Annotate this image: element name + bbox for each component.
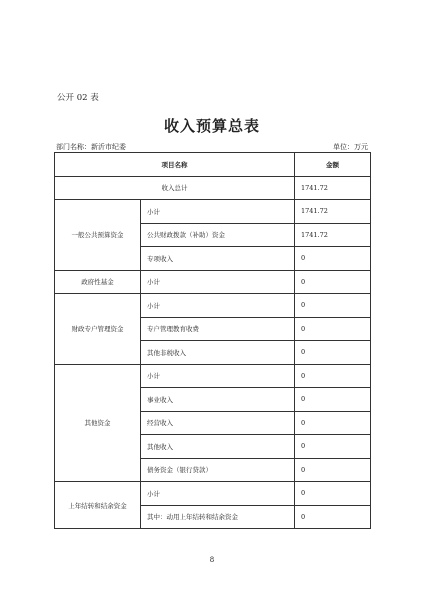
form-number: 公开 02 表 — [57, 93, 99, 103]
item-cell: 其他非税收入 — [141, 341, 295, 365]
amount-cell: 0 — [295, 388, 371, 412]
item-cell: 小计 — [141, 200, 295, 224]
amount-cell: 1741.72 — [295, 223, 371, 247]
item-cell: 事业收入 — [141, 388, 295, 412]
amount-cell: 0 — [295, 247, 371, 271]
item-cell: 债务资金（银行贷款） — [141, 458, 295, 482]
amount-cell: 0 — [295, 270, 371, 294]
total-row — [55, 176, 371, 200]
category-cell: 其他资金 — [55, 364, 141, 482]
page-title: 收入预算总表 — [163, 117, 260, 135]
income-budget-table — [54, 152, 371, 529]
table-row — [55, 200, 371, 224]
item-cell: 经营收入 — [141, 411, 295, 435]
item-cell: 小计 — [141, 294, 295, 318]
item-cell: 小计 — [141, 364, 295, 388]
category-cell: 上年结转和结余资金 — [55, 482, 141, 529]
table-row — [55, 270, 371, 294]
category-cell: 财政专户管理资金 — [55, 294, 141, 365]
table-row — [55, 294, 371, 318]
amount-cell: 0 — [295, 294, 371, 318]
amount-cell: 1741.72 — [295, 200, 371, 224]
amount-cell: 0 — [295, 341, 371, 365]
amount-cell: 0 — [295, 435, 371, 459]
item-cell: 专项收入 — [141, 247, 295, 271]
amount-cell: 0 — [295, 482, 371, 506]
item-cell: 专户管理教育收费 — [141, 317, 295, 341]
department-name: 部门名称：新沂市纪委 — [56, 143, 126, 151]
item-cell: 其中：动用上年结转和结余资金 — [141, 505, 295, 529]
total-amount: 1741.72 — [295, 176, 371, 200]
header-amount: 金额 — [295, 153, 371, 177]
amount-cell: 0 — [295, 317, 371, 341]
total-label: 收入总计 — [55, 176, 295, 200]
item-cell: 公共财政拨款（补助）资金 — [141, 223, 295, 247]
amount-cell: 0 — [295, 411, 371, 435]
amount-cell: 0 — [295, 364, 371, 388]
table-row — [55, 482, 371, 506]
item-cell: 其他收入 — [141, 435, 295, 459]
amount-cell: 0 — [295, 505, 371, 529]
item-cell: 小计 — [141, 270, 295, 294]
page-number: 8 — [209, 556, 215, 564]
category-cell: 一般公共预算资金 — [55, 200, 141, 271]
item-cell: 小计 — [141, 482, 295, 506]
unit-label: 单位：万元 — [333, 143, 368, 151]
amount-cell: 0 — [295, 458, 371, 482]
category-cell: 政府性基金 — [55, 270, 141, 294]
table-row — [55, 364, 371, 388]
header-item-name: 项目名称 — [55, 153, 295, 177]
table-header-row — [55, 153, 371, 177]
